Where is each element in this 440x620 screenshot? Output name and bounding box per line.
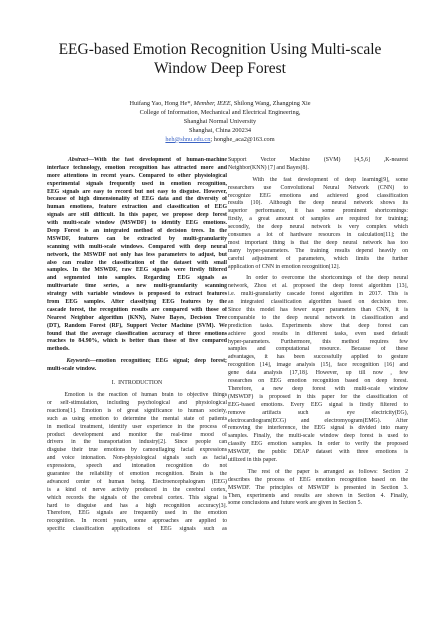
body-line: network, Zhou et al. proposed the deep forest algorithm [13],	[228, 283, 408, 290]
body-line: researchers use Convolutional Neural Network (CNN) to	[228, 184, 408, 191]
body-line: firstly, a great amount of samples are required for training;	[228, 216, 408, 223]
body-line: advanced center of human being. Electroencephalogram (EEG)	[47, 478, 227, 485]
body-line: EEG-based emotions. Every EEG signal is firstly filtered to	[228, 401, 408, 408]
keywords-line: multi-scale window.	[47, 366, 97, 373]
body-line: Therefore, a new deep forest with multi-scale window	[228, 385, 408, 392]
body-line: recognition. In recent years, some approaches are applied to	[47, 518, 227, 525]
abstract-line: more attentions in recent years. Compared to other physiological	[47, 172, 227, 179]
body-line: achieve good results in different tasks, even used default	[228, 330, 408, 337]
abstract-line: (DT), Random Forest (RF), Support Vector Machine (SVM). We	[47, 322, 227, 329]
body-line: utilized in this paper.	[228, 456, 278, 463]
body-line: is a kind of nerve activity produced in the cerebral cortex,	[47, 486, 227, 493]
body-line: superior performance, it has some prominent shortcomings:	[228, 208, 408, 215]
body-line: Therefore, EEG signals are frequently used in the emotion	[47, 510, 227, 517]
body-line: Then, experiments and results are shown in Section 4. Finally,	[228, 492, 408, 499]
body-line: removing the interference, the EEG signal is divided into many	[228, 425, 408, 432]
affiliation: College of Information, Mechanical and Electrical Engineering,	[139, 108, 301, 116]
body-line: researches on EEG emotion recognition based on deep forest.	[228, 378, 408, 385]
body-line: With the fast development of deep learning[9], some	[252, 176, 408, 183]
body-line: and voice intonation. Non-physiological signals such as facial	[47, 455, 227, 462]
section-heading-introduction: I. INTRODUCTION	[111, 380, 163, 387]
abstract-line: Nearest Neighbor algorithm (KNN), Naive Bayes, Decision Tree	[47, 314, 227, 321]
email-link[interactable]: heh@shnu.edu.cn	[165, 135, 211, 143]
body-line: drivers in the transportation industry[2]. Since people can	[47, 439, 227, 446]
paragraph-outline	[228, 469, 408, 508]
abstract-line: MSWDF, features can be extracted by multi-granularity	[47, 235, 227, 242]
intro-paragraph	[47, 392, 227, 534]
body-line: electrocardiogram(ECG) and electromyogram(EMG). After	[228, 417, 408, 424]
body-line: some conclusions and future work are given in Section 5.	[228, 500, 363, 507]
abstract-line: samples. In the MSWDF, raw EEG signals were firstly filtered	[47, 267, 227, 274]
body-line: results [10]. Although the deep neural network shows its	[228, 200, 408, 207]
city: Shanghai, China 200234	[188, 126, 252, 134]
body-line: Neighbor(KNN) [7] and Bayes[8].	[228, 164, 309, 171]
abstract-line: reaches to 84.90%, which is better than those of five compared	[47, 338, 227, 345]
keywords	[47, 358, 227, 374]
keywords-line: Keywords—emotion recognition; EEG signal; deep forest;	[66, 358, 227, 365]
paragraph-continued	[228, 157, 408, 173]
body-line: secondly, the deep neural network is very complex which	[228, 224, 408, 231]
abstract-line: from EEG samples. After classifying EEG features by the	[47, 299, 227, 306]
abstract-line: Abstract—With the fast development of human-machine	[68, 157, 227, 163]
body-line: samples and computational resource. Because of these	[228, 346, 408, 353]
body-line: In order to overcome the shortcomings of the deep neural	[246, 275, 408, 282]
abstract-line: strategy with variable windows is proposed to extract features	[47, 291, 227, 298]
body-line: recognize EEG emotions and achieved good classification	[228, 192, 408, 199]
email-line: heh@shnu.edu.cn; honghe_aca2@163.com	[165, 135, 275, 143]
body-line: in medical treatment, identify user experience in the process of	[47, 423, 227, 430]
body-line: application of CNN in emotion recognition[12].	[228, 263, 340, 270]
left-column	[47, 157, 227, 534]
paragraph-deep-forest	[228, 275, 408, 464]
body-line: specific classification applications of EEG signals such as	[47, 526, 227, 533]
body-line: disguise their true emotions by camouflaging facial expressions	[47, 447, 227, 454]
paper-title	[0, 40, 440, 78]
abstract-line: also can realize the classification of the dataset with small	[47, 259, 227, 266]
body-line: (MSWDF) is proposed in this paper for the classification of	[228, 393, 408, 400]
body-line: product development and monitor the real-time mood of	[47, 431, 227, 438]
body-line: describes the process of EEG emotion recognition based on the	[228, 476, 408, 483]
body-line: careful adjustment of parameters, which limits the further	[228, 255, 408, 262]
abstract-line: scanning with multi-scale windows. Compared with deep neural	[47, 243, 227, 250]
abstract-line: EEG signals are easy to record but not easy to disguise. However,	[47, 188, 227, 195]
body-line: remove artifacts such as eye electricity(EG),	[228, 409, 408, 416]
body-line: or self-stimulation, including psychological and physiological	[47, 399, 227, 406]
abstract-line: human emotions, feature extraction and classification of EEG	[47, 204, 227, 211]
university: Shanghai Normal University	[183, 117, 257, 125]
body-line: i.e. multi-granularity cascade forest algorithm in 2017. This is	[228, 291, 408, 298]
body-line: Emotion is the reaction of human brain to objective things	[64, 392, 227, 399]
abstract-line: cascade forest, the recognition results are compared with those of	[47, 306, 227, 313]
body-line: MSWDF. The principles of MSWDF is presented in Section 3.	[228, 484, 408, 491]
body-line: prediction tasks. Experiments show that deep forest can	[228, 322, 408, 329]
abstract-line: interface technology, emotion recognition has attracted more and	[47, 164, 227, 171]
right-column	[228, 157, 408, 508]
author-names: Huifang Yao, Hong He*, Member, IEEE, Shilong Wang, Zhangping Xie	[129, 100, 311, 107]
body-line: classify EEG emotion samples. In order to verify the proposed	[228, 441, 408, 448]
title-line-2: Window Deep Forest	[154, 60, 286, 77]
body-line: The rest of the paper is arranged as follows: Section 2	[247, 468, 408, 475]
abstract-line: Deep Forest is an integrated method of decision trees. In the	[47, 228, 227, 235]
body-line: reactions[1]. Emotion is of great significance to human society,	[47, 407, 227, 414]
abstract	[47, 157, 227, 354]
abstract-line: with multi-scale window (MSWDF) to identify EEG emotions.	[47, 220, 227, 227]
body-line: which records the signals of the cerebral cortex. This signal is	[47, 494, 227, 501]
body-line: Since this model has fewer super parameters than CNN, it is	[228, 307, 408, 314]
abstract-line: methods.	[47, 346, 70, 353]
abstract-line: experimental signals frequently used in emotion recognition,	[47, 180, 227, 187]
paragraph-deep-learning	[228, 177, 408, 272]
body-line: expressions, speech and intonation recognition do not	[47, 463, 227, 470]
body-line: most important thing is that the deep neural network has too	[228, 239, 408, 246]
body-line: comparable to the deep neural network in classification and	[228, 314, 408, 321]
author-block	[0, 100, 440, 145]
body-line: guarantee the reliability of emotion recognition. Brain is the	[47, 470, 227, 477]
title-line-1: EEG-based Emotion Recognition Using Multi-scale	[58, 41, 382, 58]
abstract-line: network, the MSWDF not only has less parameters to adjust, but	[47, 251, 227, 258]
body-line: hyper-parameters. Furthermore, this method requires few	[228, 338, 408, 345]
body-line: Support Vector Machine (SVM) [4,5,6] ,K-nearest	[228, 157, 408, 163]
body-line: gene data analysis [17,18]. However, up till now , few	[228, 370, 408, 377]
abstract-line: because of high dimensionality of EEG data and the diversity of	[47, 196, 227, 203]
body-line: an integrated classification algorithm based on decision tree.	[228, 299, 408, 306]
abstract-line: found that the average classification accuracy of three emotions	[47, 330, 227, 337]
body-line: many hyper-parameters. The training results depend heavily on	[228, 247, 408, 254]
body-line: such as using emotion to determine the mental state of patients	[47, 415, 227, 422]
body-line: recognition [14], image analysis [15], face recognition [16] and	[228, 362, 408, 369]
body-line: consumes a lot of hardware resources in calculation[11]; the	[228, 232, 408, 239]
body-line: advantages, it has been successfully applied to gesture	[228, 354, 408, 361]
abstract-line: and segmented into samples. Regarding EEG signals as	[47, 275, 227, 282]
body-line: MSWDF, the public DEAP dataset with three emotions is	[228, 449, 408, 456]
body-line: samples. Finally, the multi-scale window deep forest is used to	[228, 433, 408, 440]
abstract-line: signals are still difficult. In this paper, we propose deep forest	[47, 212, 227, 219]
body-line: hard to disguise and has a high recognition accuracy[3].	[47, 502, 227, 509]
abstract-line: multivariate time series, a new multi-granularity scanning	[47, 283, 227, 290]
